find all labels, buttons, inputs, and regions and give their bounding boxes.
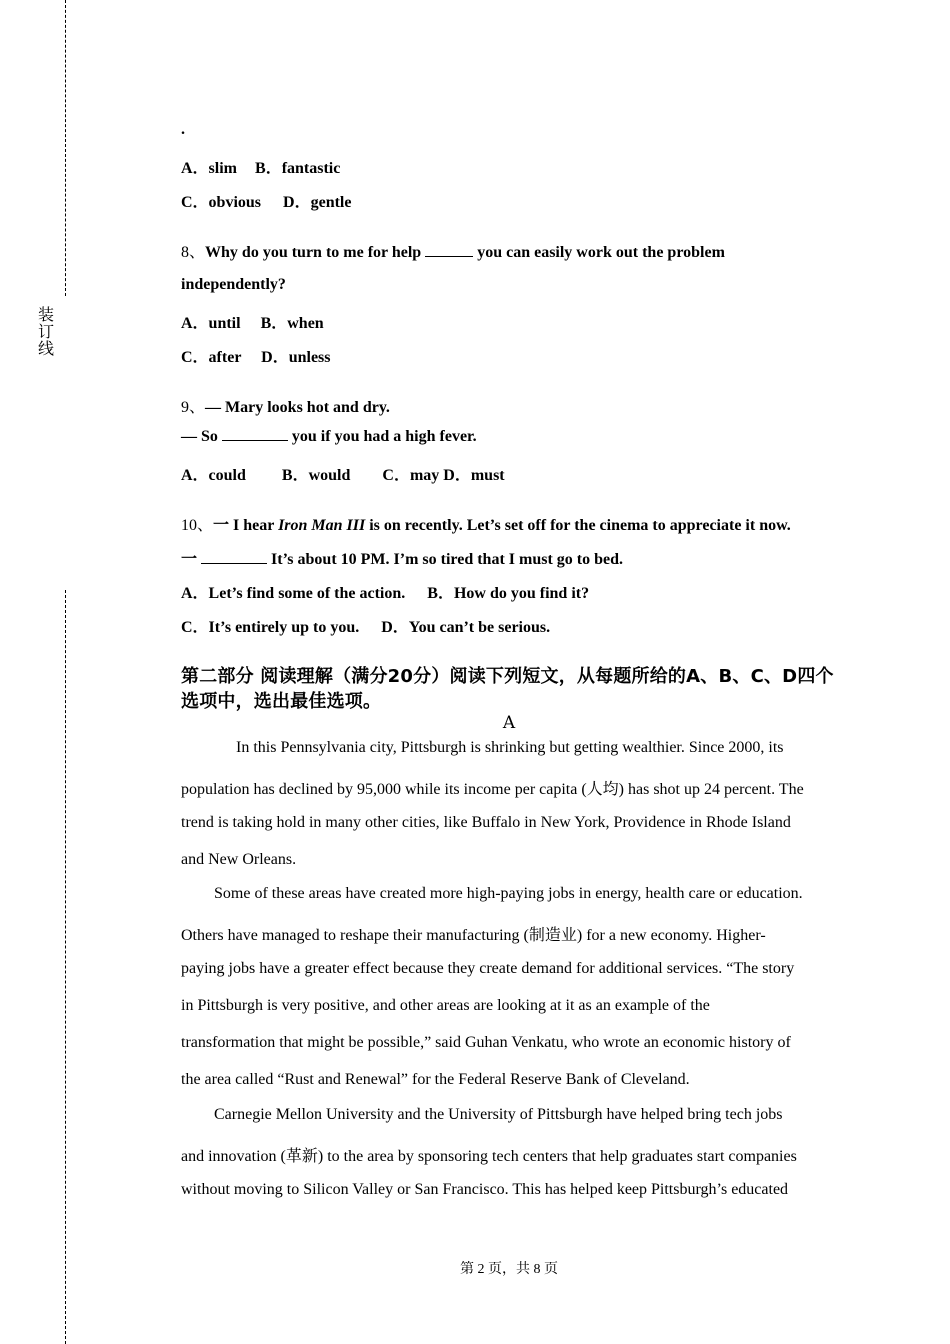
q7-options-row1 [181, 155, 340, 178]
q9-dialogue-2b: you if you had a high fever. [291, 428, 477, 445]
passage-line: transformation that might be possible,” said Guhan Venkatu, who wrote an economic history of [181, 1034, 791, 1051]
binding-label [37, 306, 55, 357]
q10-option-b: B．How do you find it? [427, 585, 590, 602]
q9-line1 [181, 394, 390, 417]
passage-line: Some of these areas have created more high-paying jobs in energy, health care or education. [214, 885, 803, 902]
q8-options-row2 [181, 344, 331, 367]
q8-blank [425, 256, 473, 257]
q8-stem-part2: you can easily work out the problem [477, 244, 725, 261]
q9-option-a: A．could [181, 467, 246, 484]
binding-char: 线 [37, 339, 54, 358]
q7-option-d: D．gentle [283, 194, 352, 211]
q10-line2 [181, 546, 623, 569]
passage-line: Carnegie Mellon University and the University of Pittsburgh have helped bring tech jobs [214, 1106, 783, 1123]
q10-number: 10、 [181, 517, 214, 534]
q9-blank [222, 440, 288, 441]
q10-option-c: C．It’s entirely up to you. [181, 619, 360, 636]
q10-option-a: A．Let’s find some of the action. [181, 585, 406, 602]
q10-options-row1 [181, 580, 589, 603]
passage-line: the area called “Rust and Renewal” for the Federal Reserve Bank of Cleveland. [181, 1071, 690, 1088]
section-heading-line2: 选项中，选出最佳选项。 [181, 691, 382, 712]
section-heading-line1: 第二部分 阅读理解（满分20分）阅读下列短文，从每题所给的A、B、C、D四个 [181, 666, 834, 687]
q7-option-a: A．slim [181, 160, 238, 177]
q10-line1 [181, 512, 791, 535]
passage-line: without moving to Silicon Valley or San Francisco. This has helped keep Pittsburgh’s educated [181, 1181, 789, 1198]
q8-option-a: A．until [181, 315, 241, 332]
q9-option-d: D．must [443, 467, 505, 484]
q10-options-row2 [181, 614, 550, 637]
passage-line: trend is taking hold in many other cities, like Buffalo in New York, Providence in Rhode Island [181, 814, 791, 831]
q8-stem [181, 239, 725, 262]
q10-blank [201, 563, 267, 564]
passage-line: and New Orleans. [181, 851, 297, 868]
q10-line2a: 一 [181, 551, 198, 568]
q7-options-row2 [181, 189, 351, 212]
q8-option-c: C．after [181, 349, 242, 366]
q9-options [181, 462, 505, 485]
passage-line: In this Pennsylvania city, Pittsburgh is shrinking but getting wealthier. Since 2000, its [236, 739, 784, 756]
q8-stem-continued: independently? [181, 276, 286, 293]
q10-option-d: D．You can’t be serious. [381, 619, 551, 636]
q9-option-c: C．may [382, 467, 440, 484]
passage-line: paying jobs have a greater effect because they create demand for additional services. “The story [181, 960, 795, 977]
q7-tail: . [181, 121, 185, 138]
q7-option-b: B．fantastic [255, 160, 341, 177]
binding-dashed-line-bottom [65, 590, 66, 1344]
binding-char: 订 [37, 322, 54, 341]
q8-option-b: B．when [260, 315, 324, 332]
passage-line: population has declined by 95,000 while its income per capita (人均) has shot up 24 percent. The [181, 781, 804, 798]
passage-line: and innovation (革新) to the area by sponsoring tech centers that help graduates start companies [181, 1148, 797, 1165]
q7-option-c: C．obvious [181, 194, 262, 211]
q9-line2 [181, 428, 477, 446]
q10-line1b: is on recently. Let’s set off for the cinema to appreciate it now. [369, 517, 791, 534]
q10-movie-title: Iron Man III [278, 517, 366, 534]
q8-options-row1 [181, 310, 324, 333]
passage-line: in Pittsburgh is very positive, and other areas are looking at it as an example of the [181, 997, 710, 1014]
q9-dialogue-1: — Mary looks hot and dry. [205, 399, 390, 416]
q8-stem-part1: Why do you turn to me for help [205, 244, 422, 261]
passage-label: A [502, 713, 516, 733]
q8-option-d: D．unless [261, 349, 331, 366]
q9-dialogue-2a: — So [181, 428, 218, 445]
q8-number: 8、 [181, 244, 206, 261]
passage-line: Others have managed to reshape their manufacturing (制造业) for a new economy. Higher- [181, 927, 766, 944]
binding-char: 装 [37, 305, 54, 324]
q10-line1a: 一 I hear [213, 517, 275, 534]
q9-option-b: B．would [281, 467, 351, 484]
page-footer: 第 2 页，共 8 页 [460, 1262, 558, 1277]
q10-line2b: It’s about 10 PM. I’m so tired that I must go to bed. [271, 551, 624, 568]
q9-number: 9、 [181, 399, 206, 416]
binding-dashed-line-top [65, 0, 66, 296]
